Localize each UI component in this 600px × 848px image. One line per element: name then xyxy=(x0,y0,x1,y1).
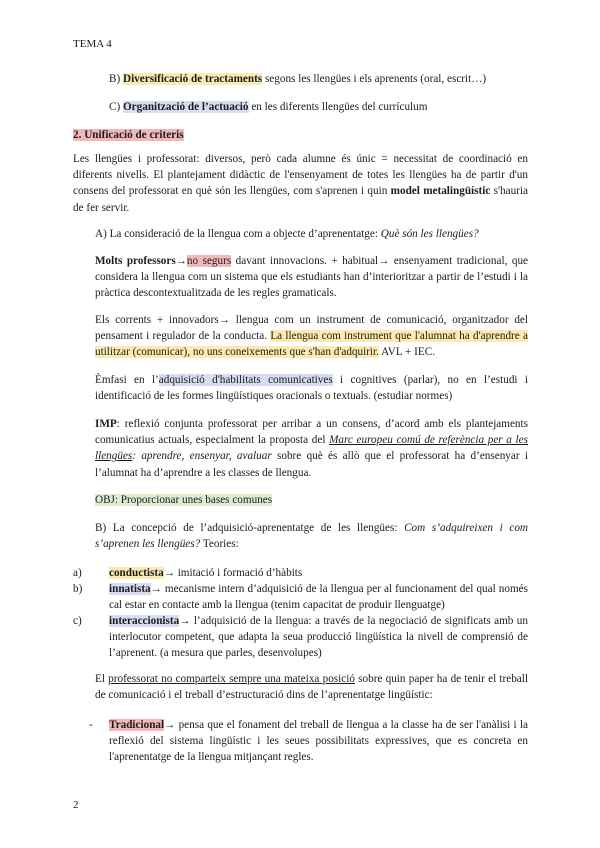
item-c-bold: Organització de l’actuació xyxy=(122,101,249,113)
molts-paragraph xyxy=(95,253,528,302)
point-b-italic: Com s’adquireixen i com s’aprenen les llengües? xyxy=(95,522,528,551)
molts-arrow: → xyxy=(175,255,187,267)
theory-name: interaccionista xyxy=(109,615,180,627)
emfasi-pre: Èmfasi en l’ xyxy=(95,374,159,386)
professorat-paragraph xyxy=(95,671,528,703)
emfasi-paragraph xyxy=(95,372,528,404)
imp-end: sobre què és allò que el professorat ha d’ensenyar i l’alumnat ha d’aprendre a les classes de llengua. xyxy=(95,450,529,479)
page-number: 2 xyxy=(73,799,79,811)
item-c xyxy=(109,99,529,115)
emfasi-text: i cognitives (parlar), no en l’estudi i identificació de les formes lingüístiques oracionals o textuals. (estudiar normes) xyxy=(95,374,528,403)
point-b xyxy=(95,520,528,552)
intro-text: Les llengües i professorat: diversos, però cada alumne és únic = necessitat de coordinació en diferents nivells. El plantejament didàctic de l'ensenyament de totes les llengües ha de partir d'un consens del professorat en què són les llengües, com s'aprenen i quin xyxy=(73,153,528,198)
obj-text: OBJ: Proporcionar unes bases comunes xyxy=(95,494,273,506)
section-heading-text: 2. Unificació de criteris xyxy=(73,129,184,141)
tradicional-marker: - xyxy=(89,719,93,731)
theory-name: conductista xyxy=(109,567,164,579)
corrents-end: AVL + IEC. xyxy=(378,346,435,359)
imp-text: : reflexió conjunta professorat per arribar a un consens, d’acord amb els plantejaments comunicatius actuals, especialment la proposta del xyxy=(95,418,528,447)
item-b-bold: Diversificació de tractaments xyxy=(122,73,263,85)
theory-name: innatista xyxy=(109,583,151,595)
molts-highlight: no segurs xyxy=(186,255,232,267)
page-header-title: TEMA 4 xyxy=(73,38,112,50)
imp-paragraph xyxy=(95,416,528,481)
item-b-prefix: B) xyxy=(109,73,121,85)
point-b-text: B) La concepció de l’adquisició-aprenentatge de les llengües: xyxy=(95,522,405,534)
item-b xyxy=(109,71,529,87)
point-a-text: A) La consideració de la llengua com a objecte d’aprenentatge: xyxy=(95,228,381,240)
theory-text: → mecanisme intern d’adquisició de la llengua per al funcionament del qual només cal estar en contacte amb la llengua (tenim capacitat de produir llenguatge) xyxy=(109,583,528,612)
item-c-rest: en les diferents llengües del currículum xyxy=(248,101,428,113)
section-intro-paragraph xyxy=(73,151,528,216)
theory-text: → imitació i formació d’hàbits xyxy=(163,567,303,579)
intro-end: s'hauria de fer servir. xyxy=(73,185,528,214)
point-a xyxy=(95,226,528,242)
imp-italic: : aprendre, ensenyar, avaluar xyxy=(132,450,272,463)
intro-bold: model metalingüístic xyxy=(390,185,491,198)
obj-line xyxy=(95,492,272,508)
corrents-highlight: La llengua com instrument que l'alumnat ha d'aprendre a utilitzar (comunicar), no uns coneixements que s'han d'adquirir. xyxy=(95,330,528,359)
theory-marker: c) xyxy=(73,615,82,627)
theory-marker: a) xyxy=(73,567,82,579)
emfasi-highlight: adquisició d'habilitats comunicatives xyxy=(158,374,333,386)
item-b-rest: segons les llengües i els aprenents (oral, escrit…) xyxy=(262,73,487,85)
theory-text: → l’adquisició de la llengua: a través de la negociació de significats amb un interlocutor competent, que adapta la seua producció lingüística la nivell de comprensió de l’aprenent. (a mesura que parles, desenvolupes) xyxy=(109,615,528,660)
professorat-underline: professorat no comparteix sempre una mateixa posició xyxy=(108,673,355,685)
molts-bold: Molts professors xyxy=(95,255,176,267)
corrents-text: Els corrents + innovadors→ llengua com un instrument de comunicació, organitzador del pensament i regulador de la conducta. xyxy=(95,314,528,343)
section-heading xyxy=(73,127,184,143)
point-a-italic: Què són les llengües? xyxy=(380,228,479,240)
tradicional-text: → pensa que el fonament del treball de llengua a la classe ha de ser l'anàlisi i la reflexió del sistema lingüístic i les seues possibilitats expressives, que es concreta en l'aprenentatge de la llengua mitjançant regles. xyxy=(109,719,528,764)
professorat-pre: El xyxy=(95,673,109,685)
point-b-end: Teories: xyxy=(200,538,239,551)
imp-bold: IMP xyxy=(95,418,117,430)
imp-link[interactable]: Marc europeu comú de referència per a les llengües xyxy=(95,434,528,463)
tradicional-name: Tradicional xyxy=(109,719,165,731)
corrents-paragraph xyxy=(95,312,528,361)
theory-marker: b) xyxy=(73,583,83,595)
professorat-text: sobre quin paper ha de tenir el treball de comunicació i el treball d’estructuració dins de l’aprenentatge lingüístic: xyxy=(95,673,528,702)
molts-text: davant innovacions. + habitual→ ensenyament tradicional, que considera la llengua com un sistema que els estudiants han d’interioritzar a partir de l’estudi i la pràctica descontextualitzada de les regles gramaticals. xyxy=(95,255,529,300)
item-c-prefix: C) xyxy=(109,101,121,113)
